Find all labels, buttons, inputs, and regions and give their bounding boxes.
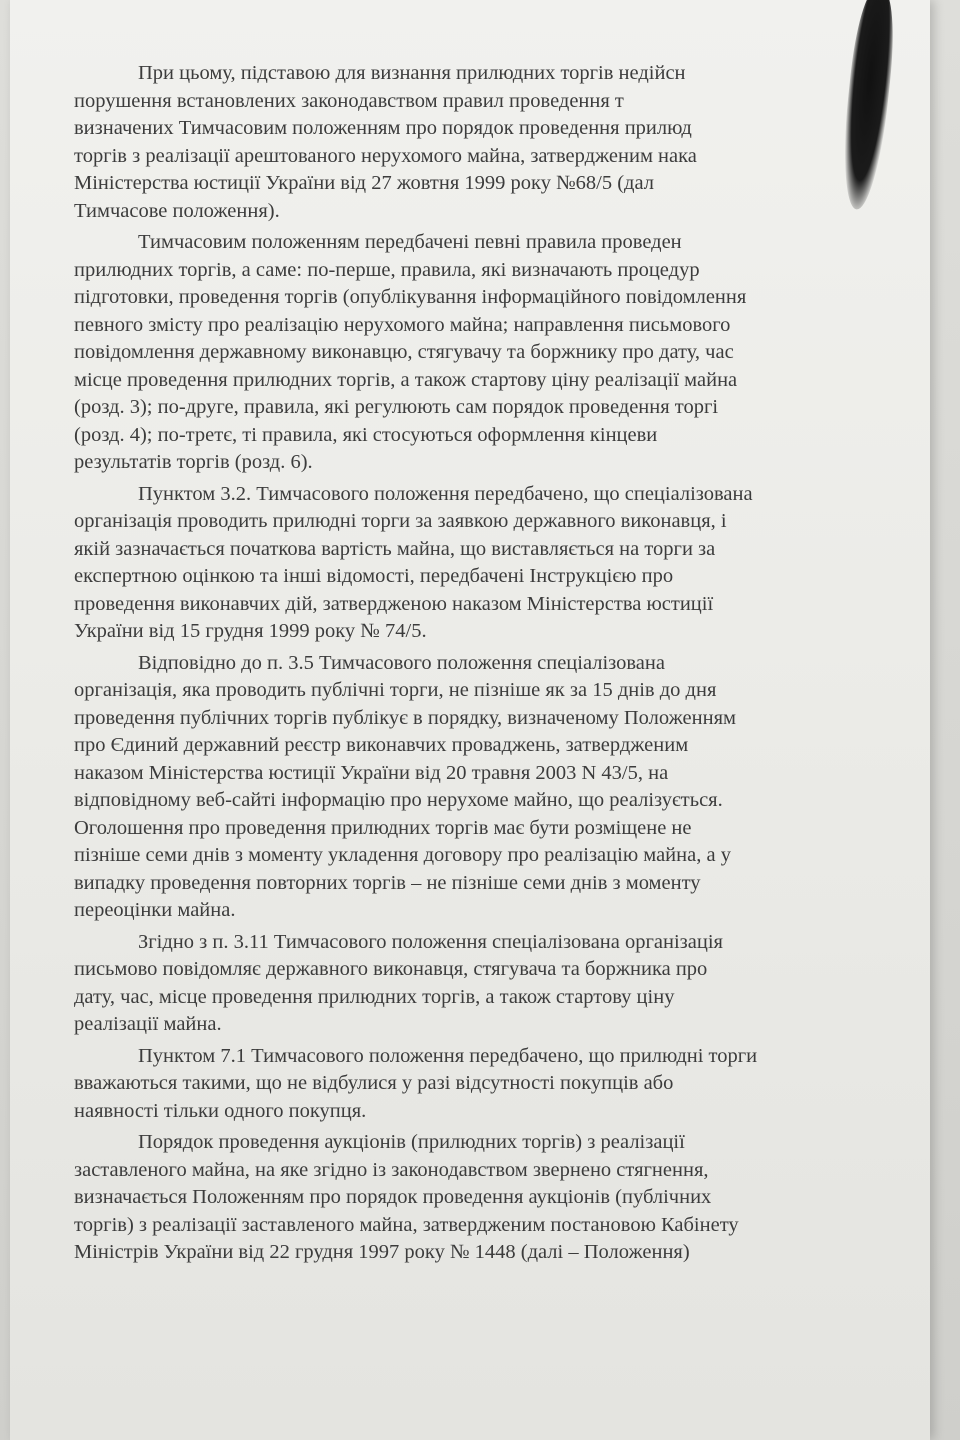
text-line: випадку проведення повторних торгів – не пізніше семи днів з моменту bbox=[74, 871, 701, 894]
text-line: наказом Міністерства юстиції України від 20 травня 2003 N 43/5, на bbox=[74, 761, 669, 784]
text-line: торгів з реалізації арештованого нерухомого майна, затвердженим нака bbox=[74, 144, 697, 167]
paragraph bbox=[74, 1129, 934, 1267]
text-line: Міністерства юстиції України від 27 жовтня 1999 року №68/5 (дал bbox=[74, 172, 654, 194]
text-line: Порядок проведення аукціонів (прилюдних торгів) з реалізації bbox=[138, 1131, 685, 1153]
text-line: Тимчасовим положенням передбачені певні правила проведен bbox=[138, 231, 682, 253]
text-line: визначається Положенням про порядок проведення аукціонів (публічних bbox=[74, 1186, 712, 1208]
text-line: організація проводить прилюдні торги за заявкою державного виконавця, і bbox=[74, 510, 727, 532]
text-line: повідомлення державному виконавцю, стягувачу та боржнику про дату, час bbox=[74, 341, 734, 363]
text-line: Міністрів України від 22 грудня 1997 року № 1448 (далі – Положення) bbox=[74, 1241, 690, 1263]
text-line: Згідно з п. 3.11 Тимчасового положення спеціалізована організація bbox=[138, 930, 723, 953]
text-line: дату, час, місце проведення прилюдних торгів, а також стартову ціну bbox=[74, 985, 675, 1008]
text-line: (розд. 4); по-третє, ті правила, які стосуються оформлення кінцеви bbox=[74, 423, 658, 446]
text-line: наявності тільки одного покупця. bbox=[74, 1099, 367, 1122]
text-line: України від 15 грудня 1999 року № 74/5. bbox=[74, 620, 427, 642]
text-line: підготовки, проведення торгів (опублікування інформаційного повідомлення bbox=[74, 286, 747, 308]
text-line: якій зазначається початкова вартість майна, що виставляється на торги за bbox=[74, 537, 716, 560]
text-line: При цьому, підставою для визнання прилюдних торгів недійсн bbox=[138, 62, 686, 84]
text-line: Пунктом 7.1 Тимчасового положення передбачено, що прилюдні торги bbox=[138, 1044, 758, 1067]
paragraph bbox=[74, 929, 934, 1039]
text-line: Пунктом 3.2. Тимчасового положення передбачено, що спеціалізована bbox=[138, 482, 753, 505]
paragraph bbox=[74, 650, 934, 925]
text-line: Відповідно до п. 3.5 Тимчасового положення спеціалізована bbox=[138, 651, 665, 674]
text-line: про Єдиний державний реєстр виконавчих проваджень, затвердженим bbox=[74, 734, 689, 756]
text-line: проведення публічних торгів публікує в порядку, визначеному Положенням bbox=[74, 706, 736, 729]
paragraph bbox=[74, 1043, 934, 1126]
text-line: експертною оцінкою та інші відомості, передбачені Інструкцією про bbox=[74, 565, 674, 587]
text-line: вважаються такими, що не відбулися у разі відсутності покупців або bbox=[74, 1072, 674, 1094]
text-line: порушення встановлених законодавством правил проведення т bbox=[74, 89, 624, 112]
text-line: Тимчасове положення). bbox=[74, 199, 280, 222]
text-line: Оголошення про проведення прилюдних торгів має бути розміщене не bbox=[74, 816, 692, 839]
text-line: визначених Тимчасовим положенням про порядок проведення прилюд bbox=[74, 117, 692, 139]
document-body bbox=[74, 60, 934, 1271]
text-line: певного змісту про реалізацію нерухомого майна; направлення письмового bbox=[74, 313, 731, 336]
paragraph bbox=[74, 60, 934, 225]
text-line: заставленого майна, на яке згідно із законодавством звернено стягнення, bbox=[74, 1158, 709, 1181]
paragraph bbox=[74, 481, 934, 646]
text-line: письмово повідомляє державного виконавця, стягувача та боржника про bbox=[74, 958, 708, 980]
document-page bbox=[10, 0, 930, 1440]
text-line: (розд. 3); по-друге, правила, які регулюють сам порядок проведення торгі bbox=[74, 396, 719, 418]
text-line: місце проведення прилюдних торгів, а також стартову ціну реалізації майна bbox=[74, 368, 738, 391]
text-line: відповідному веб-сайті інформацію про нерухоме майно, що реалізується. bbox=[74, 789, 723, 811]
text-line: прилюдних торгів, а саме: по-перше, правила, які визначають процедур bbox=[74, 258, 700, 281]
text-line: реалізації майна. bbox=[74, 1013, 222, 1035]
text-line: результатів торгів (розд. 6). bbox=[74, 451, 313, 473]
text-line: торгів) з реалізації заставленого майна, затвердженим постановою Кабінету bbox=[74, 1213, 739, 1236]
text-line: організація, яка проводить публічні торги, не пізніше як за 15 днів до дня bbox=[74, 679, 717, 701]
paragraph bbox=[74, 229, 934, 477]
text-line: проведення виконавчих дій, затвердженою наказом Міністерства юстиції bbox=[74, 592, 714, 615]
text-line: пізніше семи днів з моменту укладення договору про реалізацію майна, а у bbox=[74, 844, 731, 866]
text-line: переоцінки майна. bbox=[74, 899, 236, 921]
